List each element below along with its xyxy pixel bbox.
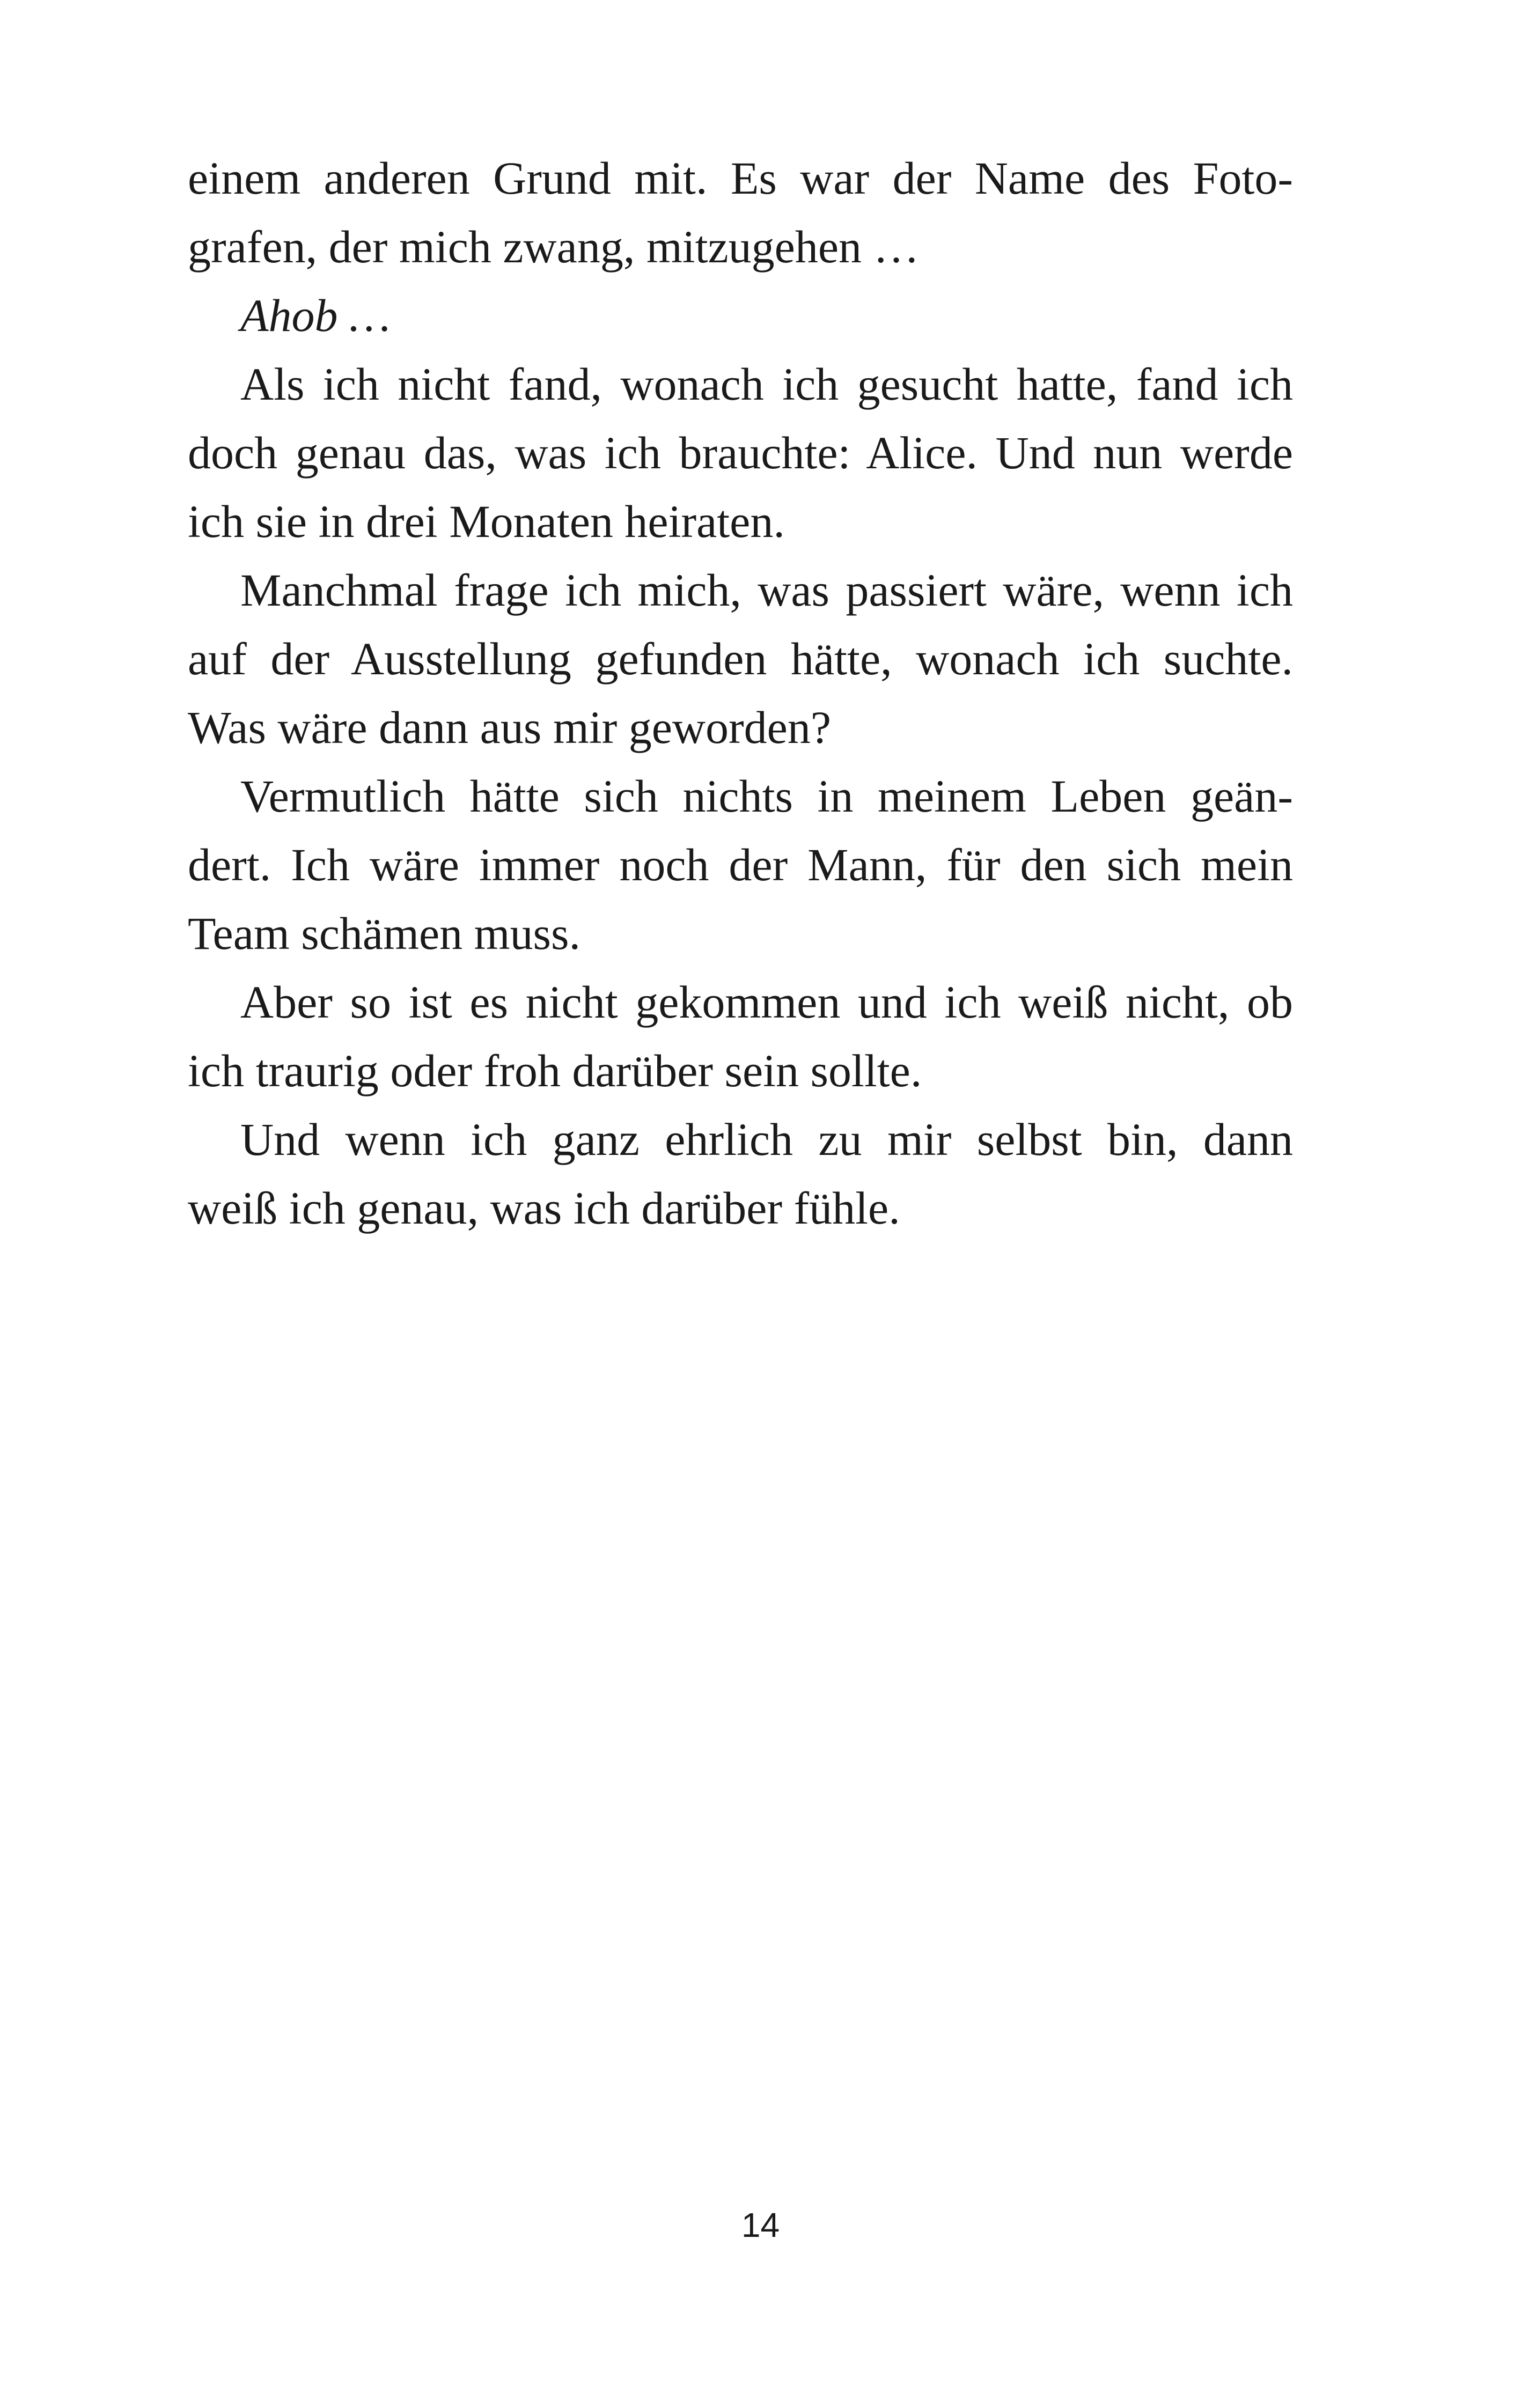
text-line: Als ich nicht fand, wonach ich gesucht hatte, fand ich (240, 358, 1293, 410)
text-line: ich sie in drei Monaten heiraten. (188, 496, 785, 547)
paragraph-6 (188, 968, 1293, 1105)
text-line: Vermutlich hätte sich nichts in meinem Leben geän- (240, 770, 1293, 822)
paragraph-2 (188, 281, 1293, 350)
paragraph-3 (188, 350, 1293, 556)
page-number: 14 (741, 2206, 780, 2244)
paragraph-4 (188, 556, 1293, 762)
paragraph-5 (188, 762, 1293, 968)
text-line: Manchmal frage ich mich, was passiert wäre, wenn ich (240, 564, 1293, 616)
paragraph-1 (188, 144, 1293, 281)
body-text (188, 144, 1293, 1242)
text-line: dert. Ich wäre immer noch der Mann, für den sich mein (188, 839, 1293, 890)
text-line: Team schämen muss. (188, 908, 581, 959)
text-line: grafen, der mich zwang, mitzugehen … (188, 221, 920, 273)
text-line: Was wäre dann aus mir geworden? (188, 702, 832, 753)
text-line: Ahob … (240, 290, 391, 341)
text-line: doch genau das, was ich brauchte: Alice. Und nun werde (188, 427, 1293, 478)
text-line: ich traurig oder froh darüber sein sollte. (188, 1045, 922, 1096)
text-line: Und wenn ich ganz ehrlich zu mir selbst bin, dann (240, 1114, 1293, 1165)
text-line: weiß ich genau, was ich darüber fühle. (188, 1182, 900, 1234)
text-line: Aber so ist es nicht gekommen und ich weiß nicht, ob (240, 976, 1293, 1028)
paragraph-7 (188, 1105, 1293, 1242)
text-line: auf der Ausstellung gefunden hätte, wonach ich suchte. (188, 633, 1293, 684)
text-line: einem anderen Grund mit. Es war der Name des Foto- (188, 152, 1293, 204)
